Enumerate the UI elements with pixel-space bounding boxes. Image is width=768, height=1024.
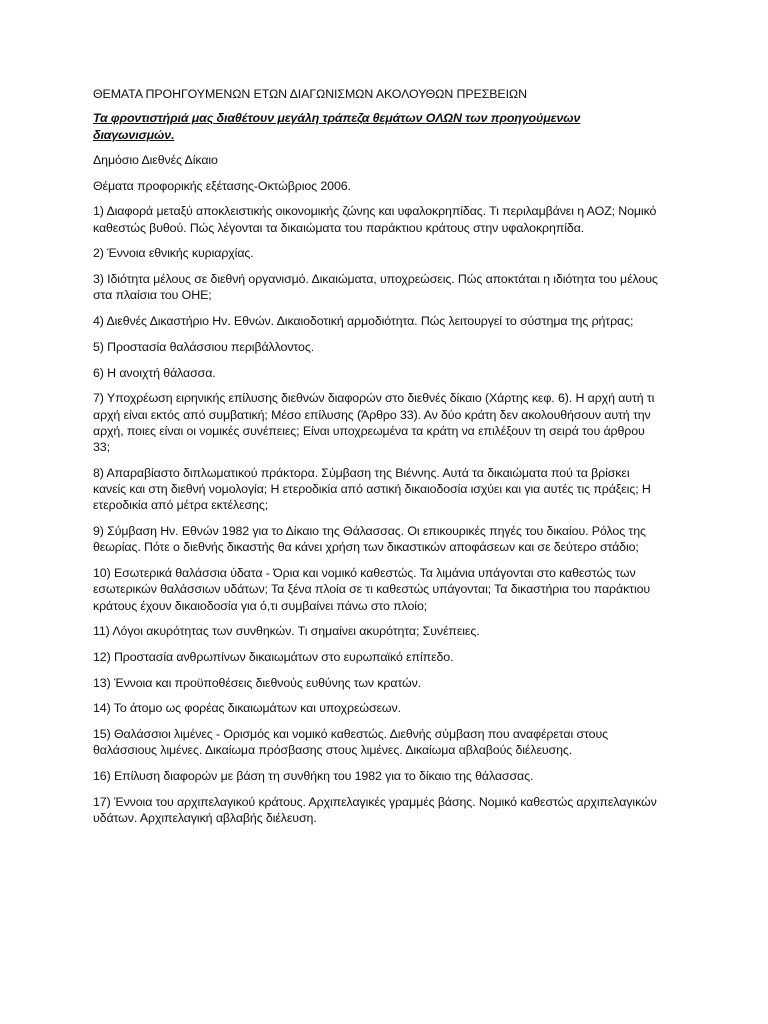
question-1: 1) Διαφορά μεταξύ αποκλειστικής οικονομικής ζώνης και υφαλοκρηπίδας. Τι περιλαμβάνει η ΑΟΖ; Νομικό καθεστώς βυθού. Πώς λέγονται τα δικαιώματα του παράκτιου κράτους στην υφαλοκρηπίδα.	[93, 204, 657, 235]
question-6: 6) Η ανοιχτή θάλασσα.	[93, 365, 216, 380]
question-17: 17) Έννοια του αρχιπελαγικού κράτους. Αρχιπελαγικές γραμμές βάσης. Νομικό καθεστώς αρχιπελαγικών υδάτων. Αρχιπελαγική αβλαβής διέλευση.	[93, 794, 657, 826]
question-11: 11) Λόγοι ακυρότητας των συνθηκών. Τι σημαίνει ακυρότητα; Συνέπειες.	[93, 624, 480, 639]
intro-text: Τα φροντιστήριά μας διαθέτουν μεγάλη τράπεζα θεμάτων ΟΛΩΝ των προηγούμενων διαγωνισμών.	[93, 111, 581, 142]
question-9: 9) Σύμβαση Ην. Εθνών 1982 για το Δίκαιο της Θάλασσας. Οι επικουρικές πηγές του δικαίου. Ρόλος της θεωρίας. Πότε ο διεθνής δικαστής θα κάνει χρήση των δικαστικών αποφάσεων και σε δεύτερο στάδιο;	[93, 524, 646, 555]
question-12: 12) Προστασία ανθρωπίνων δικαιωμάτων στο ευρωπαϊκό επίπεδο.	[93, 650, 454, 665]
question-10: 10) Εσωτερικά θαλάσσια ύδατα - Όρια και νομικό καθεστώς. Τα λιμάνια υπάγονται στο καθεστώς των εσωτερικών θαλάσσιων υδάτων; Τα ξένα πλοία σε τι καθεστώς υπάγονται; Τα δικαστήρια του παράκτιου κράτους έχουν δικαιοδοσία για ό,τι συμβαίνει πάνω στο πλοίο;	[93, 566, 651, 613]
question-8: 8) Απαραβίαστο διπλωματικού πράκτορα. Σύμβαση της Βιέννης. Αυτά τα δικαιώματα πού τα βρίσκει κανείς και στη διεθνή νομολογία; Η ετεροδικία από αστική δικαιοδοσία ισχύει και για αυτές τις πράξεις; Η ετεροδικία από μέτρα εκτέλεσης;	[93, 465, 651, 513]
document-page	[93, 86, 663, 836]
question-15: 15) Θαλάσσιοι λιμένες - Ορισμός και νομικό καθεστώς. Διεθνής σύμβαση που αναφέρεται στους θαλάσσιους λιμένες. Δικαίωμα πρόσβασης στους λιμένες. Δικαίωμα αβλαβούς διέλευσης.	[93, 727, 608, 758]
question-4: 4) Διεθνές Δικαστήριο Ην. Εθνών. Δικαιοδοτική αρμοδιότητα. Πώς λειτουργεί το σύστημα της ρήτρας;	[93, 314, 634, 329]
question-16: 16) Επίλυση διαφορών με βάση τη συνθήκη του 1982 για το δίκαιο της θάλασσας.	[93, 769, 534, 784]
question-3: 3) Ιδιότητα μέλους σε διεθνή οργανισμό. Δικαιώματα, υποχρεώσεις. Πώς αποκτάται η ιδιότητα του μέλους στα πλαίσια του ΟΗΕ;	[93, 272, 658, 303]
question-7: 7) Υποχρέωση ειρηνικής επίλυσης διεθνών διαφορών στο διεθνές δίκαιο (Χάρτης κεφ. 6). Η αρχή αυτή τι αρχή είναι εκτός από συμβατική; Μέσο επίλυσης (Άρθρο 33). Αν δύο κράτη δεν ακολουθήσουν αυτή την αρχή, ποιες είναι οι νομικές συνέπειες; Είναι υποχρεωμένα τα κράτη να επιλέξουν τη σειρά του άρθρου 33;	[93, 391, 655, 455]
question-5: 5) Προστασία θαλάσσιου περιβάλλοντος.	[93, 339, 315, 354]
exam-heading: Θέματα προφορικής εξέτασης-Οκτώβριος 2006.	[93, 179, 351, 194]
question-13: 13) Έννοια και προϋποθέσεις διεθνούς ευθύνης των κρατών.	[93, 675, 422, 690]
question-2: 2) Έννοια εθνικής κυριαρχίας.	[93, 246, 254, 261]
document-title: ΘΕΜΑΤΑ ΠΡΟΗΓΟΥΜΕΝΩΝ ΕΤΩΝ ΔΙΑΓΩΝΙΣΜΩΝ ΑΚΟΛΟΥΘΩΝ ΠΡΕΣΒΕΙΩΝ	[93, 87, 527, 101]
subject-heading: Δημόσιο Διεθνές Δίκαιο	[93, 152, 218, 167]
question-14: 14) Το άτομο ως φορέας δικαιωμάτων και υποχρεώσεων.	[93, 701, 401, 716]
